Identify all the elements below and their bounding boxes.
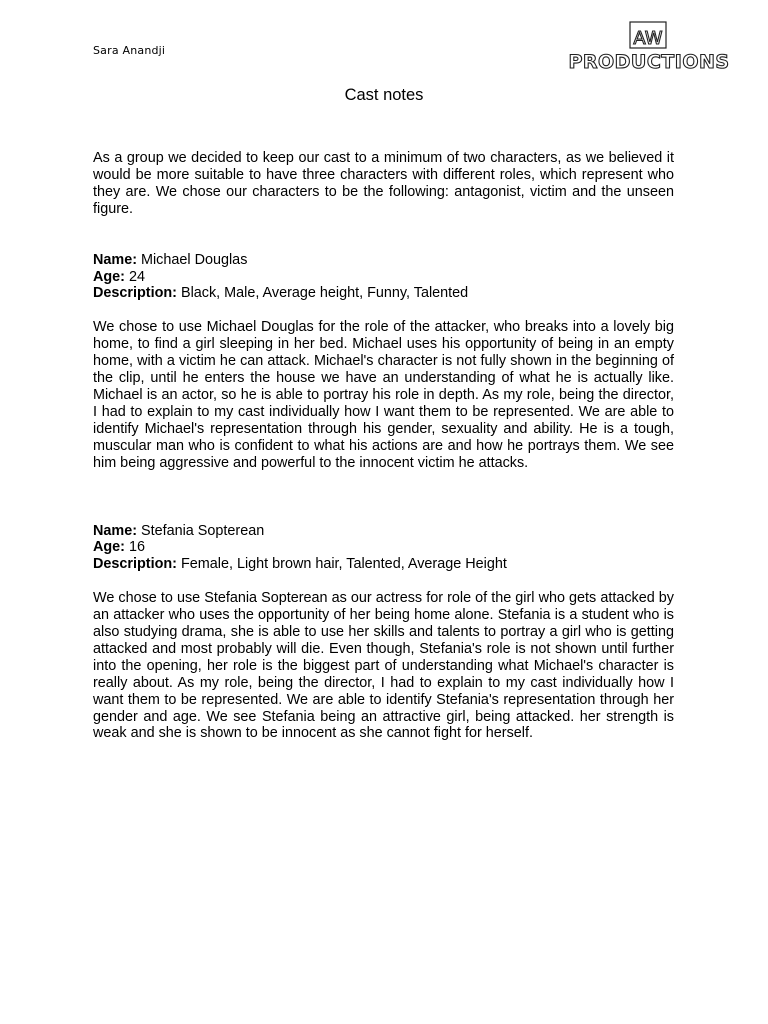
document-body <box>93 150 674 742</box>
name-label: Name: <box>93 251 137 268</box>
aw-productions-logo <box>568 20 730 73</box>
character-age: 16 <box>128 539 145 556</box>
description-label: Description: <box>93 285 177 302</box>
character-description: Black, Male, Average height, Funny, Talented <box>180 285 469 302</box>
character-description-row <box>93 556 674 573</box>
age-label: Age: <box>93 539 125 556</box>
intro-paragraph: As a group we decided to keep our cast to a minimum of two characters, as we believed it would be more suitable to have three characters with different roles, which represent who they are. We chose our characters to be the following: antagonist, victim and the unseen figure. <box>93 150 674 217</box>
character-notes: We chose to use Stefania Sopterean as our actress for role of the girl who gets attacked by an attacker who uses the opportunity of her being home alone. Stefania is a student who is also studying drama, she is able to use her skills and talents to portray a girl who is getting attacked and most probably will die. Even though, Stefania's role is not shown until further into the opening, her role is the biggest part of understanding what Michael's character is really about. As my role, being the director, I had to explain to my cast individually how I want them to be represented. We are able to identify Stefania's representation through her gender and age. We see Stefania being an attractive girl, being attacked. her strength is weak and she is shown to be innocent as she cannot fight for herself. <box>93 590 674 742</box>
name-label: Name: <box>93 522 137 539</box>
age-label: Age: <box>93 268 125 285</box>
logo-productions-text: PRODUCTIONS <box>568 51 730 73</box>
character-description-row <box>93 285 674 302</box>
page-title: Cast notes <box>344 86 424 104</box>
description-label: Description: <box>93 556 177 573</box>
logo-aw-text: AW <box>633 28 663 49</box>
character-age-row <box>93 269 674 286</box>
character-age: 24 <box>128 268 145 285</box>
character-description: Female, Light brown hair, Talented, Average Height <box>180 556 507 573</box>
character-name: Michael Douglas <box>141 251 248 268</box>
character-name: Stefania Sopterean <box>141 522 265 539</box>
author-name: Sara Anandji <box>93 44 166 57</box>
character-notes: We chose to use Michael Douglas for the role of the attacker, who breaks into a lovely big home, to find a girl sleeping in her bed. Michael uses his opportunity of being in an empty home, with a victim he can attack. Michael's character is not fully shown in the beginning of the clip, until he enters the house we have an understanding of what he is actually like. Michael is an actor, so he is able to portray his role in depth. As my role, being the director, I had to explain to my cast individually how I want them to be represented. We are able to identify Michael's representation through his gender, sexuality and ability. He is a tough, muscular man who is confident to what his actions are and how he portrays them. We see him being aggressive and powerful to the innocent victim he attacks. <box>93 319 674 471</box>
character-section-michael <box>93 252 674 472</box>
character-name-row <box>93 523 674 540</box>
character-section-stefania <box>93 523 674 743</box>
character-age-row <box>93 539 674 556</box>
character-name-row <box>93 252 674 269</box>
